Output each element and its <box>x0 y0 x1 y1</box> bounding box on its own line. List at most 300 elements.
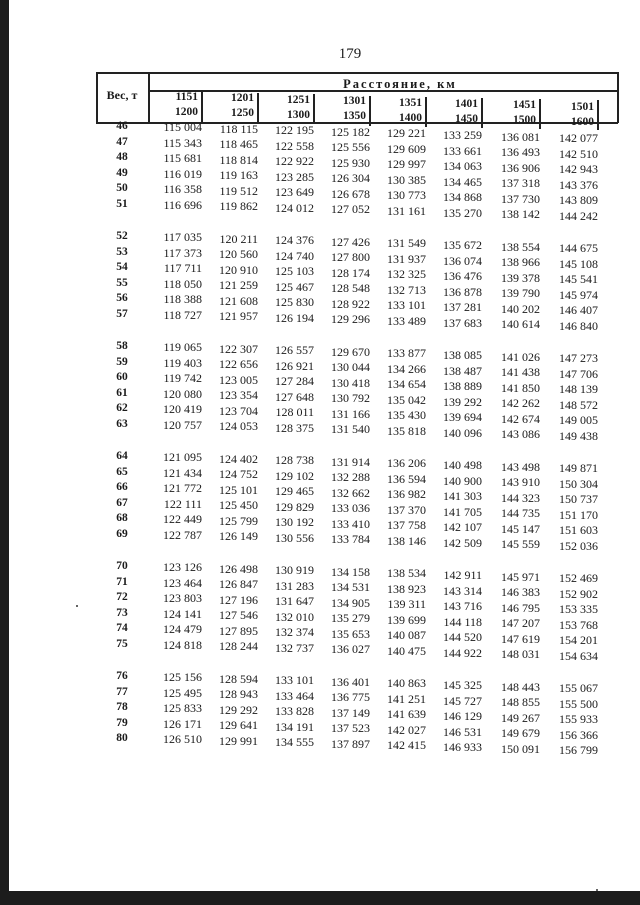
weight-cell: 53 <box>116 245 128 258</box>
cost-cell: 140 202 <box>501 301 540 316</box>
cost-cell: 118 050 <box>163 276 202 291</box>
cost-cell: 143 910 <box>501 475 540 490</box>
cost-cell: 116 358 <box>163 182 202 196</box>
cost-cell: 137 897 <box>331 736 370 751</box>
cost-cell: 126 847 <box>219 577 258 592</box>
cost-cell: 139 790 <box>501 286 540 301</box>
cost-cell: 118 388 <box>163 292 202 306</box>
cost-cell: 122 558 <box>275 138 314 153</box>
cost-cell: 122 195 <box>275 123 314 138</box>
cost-cell: 144 323 <box>501 490 540 505</box>
cost-cell: 142 911 <box>443 568 482 582</box>
cost-cell: 142 027 <box>387 722 426 737</box>
cost-cell: 123 354 <box>219 388 258 403</box>
cost-cell: 137 149 <box>331 705 370 720</box>
cost-cell: 125 556 <box>331 140 370 155</box>
cost-cell: 121 259 <box>219 278 258 293</box>
cost-cell: 123 285 <box>275 169 314 184</box>
cost-cell: 131 937 <box>387 251 426 266</box>
cost-cell: 141 251 <box>387 691 426 706</box>
cost-cell: 115 681 <box>163 151 202 165</box>
cost-cell: 142 674 <box>501 411 540 426</box>
cost-cell: 150 091 <box>501 741 540 756</box>
cost-cell: 138 142 <box>501 207 540 222</box>
cost-cell: 125 799 <box>219 513 258 528</box>
cost-cell: 144 242 <box>559 208 598 223</box>
column-divider <box>597 100 599 130</box>
column-range-from: 1501 <box>571 100 594 113</box>
cost-cell: 138 923 <box>387 581 426 596</box>
cost-cell: 125 930 <box>331 155 370 170</box>
weight-cell: 73 <box>116 606 128 619</box>
cost-cell: 120 419 <box>163 402 202 416</box>
weight-column-header: Вес, т <box>106 88 138 102</box>
cost-cell: 133 101 <box>387 298 426 313</box>
cost-cell: 135 653 <box>331 626 370 641</box>
column-range-from: 1401 <box>455 98 478 110</box>
cost-cell: 131 647 <box>275 594 314 609</box>
cost-cell: 148 139 <box>559 382 598 397</box>
cost-cell: 127 800 <box>331 250 370 265</box>
weight-cell: 77 <box>116 685 128 698</box>
cost-cell: 121 095 <box>163 450 202 464</box>
cost-cell: 126 678 <box>331 186 370 201</box>
cost-cell: 124 012 <box>275 200 314 215</box>
column-range-to: 1400 <box>399 111 422 124</box>
cost-cell: 145 974 <box>559 287 598 302</box>
cost-cell: 146 795 <box>501 600 540 615</box>
cost-cell: 133 410 <box>331 516 370 531</box>
cost-cell: 144 520 <box>443 630 482 644</box>
weight-cell: 60 <box>116 371 128 383</box>
cost-cell: 122 787 <box>163 527 202 542</box>
cost-cell: 116 019 <box>163 166 202 181</box>
cost-cell: 136 775 <box>331 690 370 705</box>
cost-cell: 129 997 <box>387 157 426 172</box>
cost-cell: 140 900 <box>443 473 482 488</box>
cost-cell: 130 556 <box>275 530 314 545</box>
cost-cell: 123 803 <box>163 591 202 605</box>
weight-cell: 51 <box>116 197 128 210</box>
cost-cell: 139 378 <box>501 270 540 285</box>
weight-cell: 59 <box>116 355 128 368</box>
cost-cell: 118 814 <box>219 152 258 167</box>
cost-cell: 139 699 <box>387 612 426 627</box>
cost-cell: 125 830 <box>275 295 314 310</box>
cost-cell: 120 560 <box>219 247 258 262</box>
cost-cell: 143 809 <box>559 193 598 208</box>
weight-cell: 71 <box>116 575 128 588</box>
column-range-to: 1600 <box>571 115 594 128</box>
cost-cell: 130 192 <box>275 515 314 530</box>
cost-cell: 130 792 <box>331 391 370 406</box>
cost-cell: 140 498 <box>443 458 482 472</box>
cost-cell: 136 493 <box>501 145 540 160</box>
cost-cell: 124 141 <box>163 606 202 621</box>
weight-cell: 52 <box>116 230 128 242</box>
cost-cell: 117 711 <box>163 261 202 275</box>
header-weight-divider <box>148 72 150 123</box>
cost-cell: 138 487 <box>443 363 482 378</box>
cost-cell: 146 383 <box>501 585 540 600</box>
column-divider <box>201 92 203 122</box>
weight-cell: 58 <box>116 340 128 352</box>
cost-cell: 155 067 <box>559 681 598 696</box>
cost-cell: 136 906 <box>501 160 540 175</box>
weight-cell: 48 <box>116 151 128 163</box>
cost-cell: 140 863 <box>387 676 426 691</box>
cost-cell: 141 303 <box>443 489 482 503</box>
weight-cell: 70 <box>116 560 128 572</box>
cost-cell: 142 262 <box>501 396 540 411</box>
cost-cell: 153 335 <box>559 602 598 617</box>
cost-cell: 145 971 <box>501 569 540 584</box>
cost-cell: 116 696 <box>163 197 202 212</box>
column-range-from: 1451 <box>513 99 536 112</box>
cost-cell: 134 905 <box>331 595 370 610</box>
cost-cell: 139 292 <box>443 394 482 409</box>
cost-cell: 126 498 <box>219 561 258 576</box>
cost-cell: 122 111 <box>163 496 202 511</box>
cost-cell: 121 434 <box>163 465 202 480</box>
cost-cell: 144 922 <box>443 645 482 660</box>
cost-cell: 135 818 <box>387 423 426 438</box>
cost-cell: 132 010 <box>275 609 314 624</box>
scan-speck <box>76 605 78 607</box>
cost-cell: 144 735 <box>501 506 540 521</box>
cost-cell: 126 510 <box>163 732 202 746</box>
cost-cell: 137 370 <box>387 502 426 517</box>
cost-cell: 121 608 <box>219 293 258 308</box>
cost-cell: 142 415 <box>387 738 426 753</box>
cost-cell: 123 649 <box>275 185 314 200</box>
scan-speck <box>596 889 598 891</box>
cost-cell: 131 540 <box>331 422 370 437</box>
cost-cell: 146 129 <box>443 709 482 723</box>
cost-cell: 120 910 <box>219 262 258 277</box>
cost-cell: 146 531 <box>443 724 482 739</box>
cost-cell: 136 027 <box>331 642 370 657</box>
cost-cell: 129 102 <box>275 468 314 483</box>
column-range-from: 1351 <box>399 96 422 109</box>
cost-cell: 118 727 <box>163 307 202 322</box>
cost-cell: 139 311 <box>387 597 426 612</box>
cost-cell: 125 101 <box>219 482 258 497</box>
cost-cell: 126 304 <box>331 171 370 186</box>
cost-cell: 155 933 <box>559 712 598 727</box>
weight-cell: 76 <box>116 670 128 682</box>
cost-cell: 136 476 <box>443 269 482 283</box>
cost-cell: 148 443 <box>501 679 540 694</box>
cost-cell: 137 281 <box>443 300 482 314</box>
cost-cell: 131 549 <box>387 236 426 251</box>
cost-cell: 122 307 <box>219 341 258 356</box>
cost-cell: 129 829 <box>275 499 314 514</box>
cost-cell: 129 670 <box>331 344 370 359</box>
cost-cell: 127 895 <box>219 623 258 638</box>
cost-cell: 145 559 <box>501 537 540 552</box>
cost-cell: 125 450 <box>219 498 258 513</box>
cost-cell: 142 943 <box>559 162 598 177</box>
scan-border-bottom <box>0 891 640 905</box>
cost-cell: 133 036 <box>331 501 370 516</box>
weight-cell: 64 <box>116 450 128 462</box>
cost-cell: 136 206 <box>387 456 426 471</box>
cost-cell: 126 194 <box>275 310 314 325</box>
cost-cell: 127 196 <box>219 592 258 607</box>
cost-cell: 125 182 <box>331 124 370 139</box>
cost-cell: 141 026 <box>501 349 540 364</box>
cost-cell: 141 438 <box>501 365 540 380</box>
cost-cell: 125 103 <box>275 264 314 279</box>
cost-cell: 139 694 <box>443 410 482 424</box>
cost-cell: 136 878 <box>443 284 482 299</box>
cost-cell: 130 418 <box>331 375 370 390</box>
weight-cell: 55 <box>116 276 128 289</box>
cost-cell: 150 737 <box>559 492 598 507</box>
column-range-to: 1500 <box>513 114 536 127</box>
cost-cell: 142 510 <box>559 146 598 161</box>
column-range-to: 1300 <box>287 108 310 121</box>
cost-cell: 123 704 <box>219 403 258 418</box>
cost-cell: 138 966 <box>501 255 540 270</box>
cost-cell: 134 654 <box>387 377 426 392</box>
cost-cell: 124 053 <box>219 419 258 434</box>
weight-cell: 47 <box>116 135 128 148</box>
cost-cell: 144 675 <box>559 241 598 256</box>
cost-cell: 154 201 <box>559 633 598 648</box>
cost-cell: 136 982 <box>387 487 426 502</box>
cost-cell: 152 469 <box>559 571 598 586</box>
cost-cell: 129 292 <box>219 702 258 717</box>
cost-cell: 153 768 <box>559 617 598 632</box>
cost-cell: 129 221 <box>387 126 426 141</box>
cost-cell: 134 191 <box>275 719 314 734</box>
cost-cell: 129 465 <box>275 484 314 499</box>
cost-cell: 134 531 <box>331 580 370 595</box>
weight-cell: 65 <box>116 465 128 478</box>
weight-cell: 79 <box>116 716 128 729</box>
cost-cell: 120 757 <box>163 417 202 432</box>
cost-cell: 123 126 <box>163 560 202 574</box>
weight-cell: 57 <box>116 307 128 320</box>
cost-cell: 137 523 <box>331 721 370 736</box>
cost-cell: 135 672 <box>443 238 482 252</box>
cost-cell: 117 373 <box>163 245 202 260</box>
weight-cell: 46 <box>116 120 128 132</box>
column-divider <box>539 99 541 129</box>
column-range-to: 1250 <box>231 107 254 120</box>
cost-cell: 149 871 <box>559 461 598 476</box>
cost-cell: 150 304 <box>559 476 598 491</box>
weight-cell: 63 <box>116 417 128 430</box>
weight-cell: 50 <box>116 182 128 194</box>
cost-cell: 131 166 <box>331 406 370 421</box>
weight-cell: 67 <box>116 496 128 509</box>
cost-cell: 141 850 <box>501 380 540 395</box>
cost-cell: 128 594 <box>219 671 258 686</box>
cost-cell: 128 375 <box>275 420 314 435</box>
cost-cell: 119 403 <box>163 355 202 370</box>
cost-cell: 147 706 <box>559 366 598 381</box>
cost-cell: 121 772 <box>163 481 202 495</box>
cost-cell: 143 314 <box>443 583 482 598</box>
cost-cell: 137 683 <box>443 315 482 330</box>
cost-cell: 117 035 <box>163 230 202 244</box>
weight-cell: 72 <box>116 591 128 603</box>
cost-cell: 147 207 <box>501 616 540 631</box>
weight-cell: 49 <box>116 166 128 179</box>
cost-cell: 155 500 <box>559 696 598 711</box>
weight-cell: 78 <box>116 701 128 713</box>
cost-cell: 124 479 <box>163 622 202 636</box>
cost-cell: 148 572 <box>559 397 598 412</box>
cost-cell: 146 407 <box>559 303 598 318</box>
cost-cell: 122 656 <box>219 357 258 372</box>
column-range-from: 1301 <box>343 95 366 108</box>
cost-cell: 127 648 <box>275 389 314 404</box>
column-range-from: 1251 <box>287 93 310 106</box>
cost-cell: 141 639 <box>387 707 426 722</box>
distance-header: Расстояние, км <box>343 77 457 91</box>
weight-cell: 54 <box>116 261 128 273</box>
weight-cell: 56 <box>116 292 128 304</box>
cost-cell: 149 267 <box>501 710 540 725</box>
scan-border-left <box>0 0 9 905</box>
cost-cell: 145 147 <box>501 521 540 536</box>
cost-cell: 140 087 <box>387 628 426 643</box>
cost-cell: 115 343 <box>163 135 202 150</box>
cost-cell: 134 266 <box>387 361 426 376</box>
cost-cell: 131 914 <box>331 454 370 469</box>
cost-cell: 146 840 <box>559 318 598 333</box>
cost-cell: 119 742 <box>163 371 202 385</box>
cost-cell: 133 101 <box>275 673 314 688</box>
cost-cell: 132 713 <box>387 282 426 297</box>
cost-cell: 119 163 <box>219 168 258 183</box>
header-top-rule <box>96 72 618 74</box>
cost-cell: 134 158 <box>331 564 370 579</box>
cost-cell: 133 661 <box>443 143 482 158</box>
cost-cell: 132 374 <box>275 625 314 640</box>
cost-cell: 134 555 <box>275 735 314 750</box>
cost-cell: 129 641 <box>219 718 258 733</box>
cost-cell: 119 862 <box>219 199 258 214</box>
cost-cell: 119 512 <box>219 183 258 198</box>
column-range-to: 1350 <box>343 110 366 123</box>
cost-cell: 120 080 <box>163 386 202 401</box>
cost-cell: 124 752 <box>219 467 258 482</box>
cost-cell: 126 171 <box>163 716 202 731</box>
cost-cell: 135 279 <box>331 611 370 626</box>
cost-cell: 123 464 <box>163 575 202 590</box>
cost-cell: 136 074 <box>443 253 482 268</box>
cost-cell: 115 004 <box>163 120 202 134</box>
cost-cell: 121 957 <box>219 309 258 324</box>
weight-cell: 68 <box>116 512 128 524</box>
cost-cell: 124 818 <box>163 637 202 652</box>
cost-cell: 137 758 <box>387 518 426 533</box>
cost-cell: 137 730 <box>501 191 540 206</box>
cost-cell: 145 108 <box>559 256 598 271</box>
cost-cell: 143 498 <box>501 459 540 474</box>
cost-cell: 127 546 <box>219 608 258 623</box>
column-range-from: 1151 <box>175 91 198 103</box>
column-divider <box>481 98 483 128</box>
cost-cell: 136 401 <box>331 674 370 689</box>
cost-cell: 133 489 <box>387 313 426 328</box>
cost-cell: 143 086 <box>501 427 540 442</box>
cost-cell: 129 609 <box>387 141 426 156</box>
cost-cell: 149 005 <box>559 413 598 428</box>
cost-cell: 128 174 <box>331 265 370 280</box>
cost-cell: 136 594 <box>387 471 426 486</box>
cost-cell: 135 042 <box>387 392 426 407</box>
cost-cell: 140 475 <box>387 643 426 658</box>
cost-cell: 129 296 <box>331 312 370 327</box>
cost-cell: 152 036 <box>559 538 598 553</box>
cost-cell: 131 283 <box>275 578 314 593</box>
page-number: 179 <box>338 46 362 62</box>
cost-cell: 119 065 <box>163 340 202 354</box>
cost-cell: 152 902 <box>559 586 598 601</box>
cost-cell: 149 679 <box>501 726 540 741</box>
weight-cell: 61 <box>116 386 128 399</box>
cost-cell: 130 919 <box>275 563 314 578</box>
column-divider <box>369 96 371 126</box>
cost-cell: 126 921 <box>275 358 314 373</box>
cost-cell: 130 044 <box>331 360 370 375</box>
cost-cell: 122 922 <box>275 154 314 169</box>
cost-cell: 140 614 <box>501 317 540 332</box>
column-divider <box>313 94 315 124</box>
cost-cell: 125 495 <box>163 685 202 700</box>
column-range-to: 1450 <box>455 113 478 125</box>
cost-cell: 130 385 <box>387 172 426 187</box>
cost-cell: 148 031 <box>501 647 540 662</box>
cost-cell: 133 828 <box>275 704 314 719</box>
cost-cell: 133 259 <box>443 128 482 142</box>
cost-cell: 132 325 <box>387 267 426 282</box>
cost-cell: 138 146 <box>387 533 426 548</box>
cost-cell: 128 011 <box>275 405 314 420</box>
cost-cell: 143 716 <box>443 599 482 613</box>
cost-cell: 130 773 <box>387 188 426 203</box>
weight-cell: 62 <box>116 402 128 414</box>
weight-cell: 80 <box>116 732 128 744</box>
cost-cell: 133 464 <box>275 688 314 703</box>
cost-cell: 147 619 <box>501 631 540 646</box>
cost-cell: 133 784 <box>331 532 370 547</box>
cost-cell: 135 430 <box>387 408 426 423</box>
weight-cell: 74 <box>116 622 128 634</box>
cost-cell: 147 273 <box>559 351 598 366</box>
cost-cell: 138 534 <box>387 566 426 581</box>
cost-cell: 136 081 <box>501 129 540 144</box>
cost-cell: 141 705 <box>443 504 482 519</box>
cost-cell: 137 318 <box>501 176 540 191</box>
cost-cell: 128 943 <box>219 687 258 702</box>
cost-cell: 148 855 <box>501 695 540 710</box>
weight-cell: 66 <box>116 481 128 493</box>
cost-cell: 138 085 <box>443 348 482 362</box>
cost-cell: 120 211 <box>219 231 258 246</box>
cost-cell: 126 557 <box>275 343 314 358</box>
column-divider <box>425 97 427 127</box>
cost-cell: 127 426 <box>331 234 370 249</box>
cost-cell: 127 052 <box>331 202 370 217</box>
cost-cell: 132 288 <box>331 470 370 485</box>
